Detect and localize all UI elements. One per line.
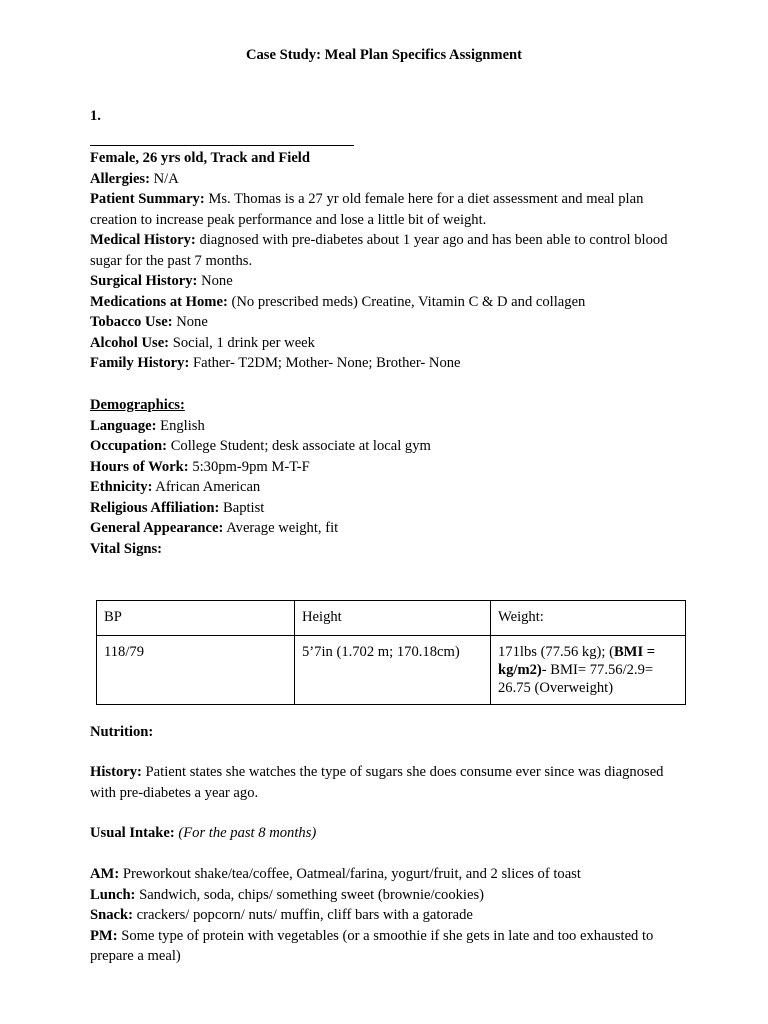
nutrition-history-line bbox=[90, 762, 680, 803]
religion-label: Religious Affiliation: bbox=[90, 499, 220, 516]
medical-history-value: diagnosed with pre-diabetes about 1 year ago and has been able to control blood sugar for the past 7 months. bbox=[90, 232, 668, 269]
patient-summary-line bbox=[90, 189, 680, 230]
lunch-value: Sandwich, soda, chips/ something sweet (brownie/cookies) bbox=[139, 886, 484, 903]
meals-block bbox=[90, 864, 680, 967]
header-bp: BP bbox=[97, 601, 295, 636]
vital-signs-label: Vital Signs: bbox=[90, 540, 163, 557]
nutrition-history-label: History: bbox=[90, 764, 142, 780]
alcohol-value: Social, 1 drink per week bbox=[172, 334, 315, 351]
allergies-line bbox=[90, 169, 680, 190]
pm-value: Some type of protein with vegetables (or a smoothie if she gets in late and too exhausted to prepare a meal) bbox=[90, 927, 654, 964]
medications-line bbox=[90, 292, 680, 313]
patient-header-line: Female, 26 yrs old, Track and Field bbox=[90, 150, 310, 166]
occupation-value: College Student; desk associate at local gym bbox=[170, 438, 431, 454]
hours-label: Hours of Work: bbox=[90, 458, 189, 475]
am-label: AM: bbox=[90, 866, 120, 882]
bmi-result: - BMI= 77.56/2.9= 26.75 (Overweight) bbox=[498, 662, 654, 696]
cell-bp: 118/79 bbox=[97, 636, 295, 705]
snack-line bbox=[90, 905, 680, 926]
family-history-line bbox=[90, 353, 680, 374]
table-header-row bbox=[97, 601, 686, 636]
medications-value: (No prescribed meds) Creatine, Vitamin C & D and collagen bbox=[231, 293, 586, 310]
document-title: Case Study: Meal Plan Specifics Assignment bbox=[245, 47, 523, 63]
header-height: Height bbox=[295, 601, 491, 636]
demographics-section bbox=[90, 395, 680, 559]
ethnicity-label: Ethnicity: bbox=[90, 479, 153, 495]
occupation-line bbox=[90, 436, 680, 457]
weight-text: 171lbs (77.56 kg); ( bbox=[498, 644, 614, 660]
usual-intake-value: (For the past 8 months) bbox=[178, 825, 317, 841]
tobacco-label: Tobacco Use: bbox=[90, 314, 173, 330]
pm-line bbox=[90, 926, 680, 967]
language-label: Language: bbox=[90, 417, 157, 434]
nutrition-heading-block bbox=[90, 722, 680, 743]
hours-line bbox=[90, 457, 680, 478]
lunch-line bbox=[90, 885, 680, 906]
family-history-label: Family History: bbox=[90, 355, 190, 371]
surgical-history-value: None bbox=[201, 273, 233, 289]
appearance-label: General Appearance: bbox=[90, 520, 224, 536]
nutrition-heading: Nutrition: bbox=[90, 724, 154, 740]
hours-value: 5:30pm-9pm M-T-F bbox=[192, 458, 310, 475]
nutrition-history-block bbox=[90, 762, 680, 803]
answer-underline bbox=[90, 145, 354, 146]
medical-history-line bbox=[90, 230, 680, 271]
language-value: English bbox=[160, 417, 205, 434]
alcohol-line bbox=[90, 333, 680, 354]
usual-intake-line bbox=[90, 823, 680, 844]
usual-intake-label: Usual Intake: bbox=[90, 825, 175, 841]
usual-intake-block bbox=[90, 823, 680, 844]
table-row bbox=[97, 636, 686, 705]
patient-summary-label: Patient Summary: bbox=[90, 191, 205, 207]
religion-line bbox=[90, 498, 680, 519]
demographics-heading: Demographics: bbox=[90, 397, 185, 413]
pm-label: PM: bbox=[90, 927, 118, 944]
snack-label: Snack: bbox=[90, 907, 133, 923]
patient-section bbox=[90, 148, 680, 374]
question-number: 1. bbox=[90, 108, 101, 124]
medications-label: Medications at Home: bbox=[90, 293, 228, 310]
medical-history-label: Medical History: bbox=[90, 232, 196, 248]
alcohol-label: Alcohol Use: bbox=[90, 334, 170, 351]
am-value: Preworkout shake/tea/coffee, Oatmeal/farina, yogurt/fruit, and 2 slices of toast bbox=[122, 866, 581, 882]
appearance-value: Average weight, fit bbox=[226, 520, 339, 536]
cell-weight bbox=[491, 636, 686, 705]
am-line bbox=[90, 864, 680, 885]
tobacco-line bbox=[90, 312, 680, 333]
allergies-value: N/A bbox=[153, 170, 179, 187]
bmi-formula: BMI = kg/m2) bbox=[498, 644, 656, 678]
patient-summary-value: Ms. Thomas is a 27 yr old female here for a diet assessment and meal plan creation to increase peak performance and lose a little bit of weight. bbox=[90, 191, 644, 228]
language-line bbox=[90, 416, 680, 437]
allergies-label: Allergies: bbox=[90, 170, 150, 187]
nutrition-history-value: Patient states she watches the type of sugars she does consume ever since was diagnosed with pre-diabetes a year ago. bbox=[90, 764, 664, 801]
surgical-history-line bbox=[90, 271, 680, 292]
ethnicity-line bbox=[90, 477, 680, 498]
cell-height: 5’7in (1.702 m; 170.18cm) bbox=[295, 636, 491, 705]
lunch-label: Lunch: bbox=[90, 886, 136, 903]
surgical-history-label: Surgical History: bbox=[90, 273, 198, 289]
occupation-label: Occupation: bbox=[90, 438, 168, 454]
ethnicity-value: African American bbox=[155, 479, 261, 495]
header-weight: Weight: bbox=[491, 601, 686, 636]
snack-value: crackers/ popcorn/ nuts/ muffin, cliff bars with a gatorade bbox=[136, 907, 473, 923]
appearance-line bbox=[90, 518, 680, 539]
tobacco-value: None bbox=[176, 314, 208, 330]
religion-value: Baptist bbox=[222, 499, 265, 516]
family-history-value: Father- T2DM; Mother- None; Brother- None bbox=[192, 355, 461, 371]
vital-signs-table bbox=[96, 600, 686, 705]
